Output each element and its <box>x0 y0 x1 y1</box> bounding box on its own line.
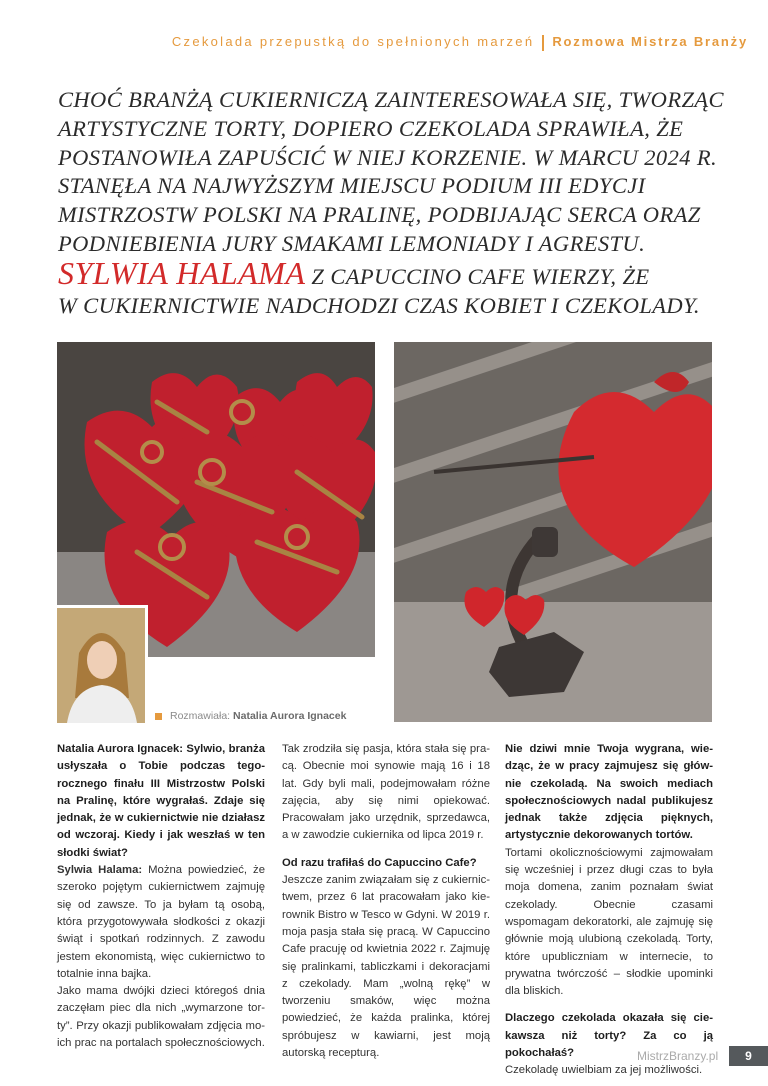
answer-paragraph: Czekoladę uwielbiam za jej możliwości. <box>505 1064 703 1077</box>
lead-line: MISTRZOSTW POLSKI NA PRALINĘ, PODBIJAJĄC SERCA ORAZ <box>58 202 701 228</box>
speaker-label: Natalia Aurora Ignacek: <box>57 743 184 755</box>
lead-line: CHOĆ BRANŻĄ CUKIERNICZĄ ZAINTERESOWAŁA SIĘ, TWORZĄC <box>58 87 724 112</box>
header-column-name: Rozmowa Mistrza Branży <box>552 34 748 49</box>
lead-line: STANĘŁA NA NAJWYŻSZYM MIEJSCU PODIUM III EDYCJI <box>58 173 646 199</box>
article-column-1 <box>57 741 265 1052</box>
lead-line <box>58 254 738 292</box>
heart-sculpture-illustration <box>394 342 712 722</box>
answer-text: Można powiedzieć, że szeroko pojętym cukiernictwem zajmuję się od zawsze. To ja byłam tą osobą, która przygotowywała słodkości z okazji świąt i spotkań rodzinnych. Z zawodu jestem ekonomistą, więc cukiernictwo to totalnie inna bajka. <box>57 864 265 980</box>
caption-bullet-icon <box>155 713 162 720</box>
running-header <box>172 34 748 51</box>
interviewee-name: SYLWIA HALAMA <box>58 254 306 291</box>
question-paragraph: Od razu trafiłaś do Capuccino Cafe? <box>282 856 477 869</box>
interviewer-caption <box>155 710 346 722</box>
lead-line: W CUKIERNICTWIE NADCHODZI CZAS KOBIET I CZEKOLADY. <box>58 292 700 318</box>
lead-line: ARTYSTYCZNE TORTY, DOPIERO CZEKOLADA SPRAWIŁA, ŻE <box>58 115 684 141</box>
page-number: 9 <box>729 1046 768 1066</box>
answer-paragraph: Tak zrodziła się pasja, która stała się pracą. Obecnie moi synowie mają 16 i 18 lat. Gdy byli mali, podejmowałam różne zajęcia, aby się nimi opiekować. Pracowałam jako urzędnik, sprzedawca, a w zawodzie cukiernika od lipca 2019 r. <box>282 743 490 842</box>
lead-line: PODNIEBIENIA JURY SMAKAMI LEMONIADY I AGRESTU. <box>58 230 646 256</box>
stand-top <box>532 527 558 557</box>
lead-line-rest: Z CAPUCCINO CAFE WIERZY, ŻE <box>305 263 650 289</box>
lead-line: POSTANOWIŁA ZAPUŚCIĆ W NIEJ KORZENIE. W MARCU 2024 R. <box>58 144 718 170</box>
header-divider <box>542 35 544 51</box>
question-text: Sylwio, branża usłyszała o Tobie podczas tegorocznego finału III Mistrzostw Polski na Pralinę, które wygrałaś. Zdaje się jednak, że w cukiernictwie nie działasz od wczoraj. Kiedy i jak weszłaś w ten słodki świat? <box>57 743 265 859</box>
portrait-illustration <box>57 608 145 723</box>
question-paragraph <box>57 741 265 862</box>
header-section-title: Czekolada przepustką do spełnionych marzeń <box>171 34 535 49</box>
caption-author: Natalia Aurora Ignacek <box>233 710 347 722</box>
question-paragraph: Dlaczego czekolada okazała się ciekawsza niż torty? Za co ją pokochałaś? <box>505 1012 713 1060</box>
lead-paragraph <box>58 86 738 320</box>
article-column-2 <box>282 741 490 1062</box>
answer-paragraph: Jeszcze zanim związałam się z cukiernictwem, przez 6 lat pracowałam jako kierownik Bistro w Tesco w Gdyni. W 2019 r. moja pasja stała się pracą. W Capuccino Cafe pracuję od kwietnia 2022 r. Zajmuję się pralinkami, tabliczkami i dekoracjami z czekolady. Mam „wolną rękę” w tworzeniu smaków, więc można powiedzieć, że każda pralinka, której spróbujesz w kawiarni, jest moją autorską recepturą. <box>282 874 490 1060</box>
answer-paragraph: Jako mama dwójki dzieci któregoś dnia zaczęłam piec dla nich „wymarzone torty”. Przy okazji publikowałam zdjęcia moich prac na portalach społecznościowych. <box>57 985 265 1050</box>
speaker-label: Sylwia Halama: <box>57 864 143 877</box>
face <box>87 641 117 679</box>
chocolate-heart-sculpture-photo <box>394 342 712 722</box>
caption-prefix: Rozmawiała: <box>170 710 234 722</box>
question-paragraph: Nie dziwi mnie Twoja wygrana, wiedząc, że w pracy zajmujesz się głównie czekoladą. Na swoich mediach społecznościowych nadal publikujesz jednak także zdjęcia pięknych, artystycznie dekorowanych tortów. <box>505 743 713 842</box>
footer-website: MistrzBranzy.pl <box>637 1049 719 1063</box>
article-column-3 <box>505 741 713 1080</box>
interviewer-portrait <box>57 605 148 723</box>
answer-paragraph: Tortami okolicznościowymi zajmowałam się wcześniej i przez długi czas to była moja domena, zanim poznałam świat czekolady. Obecnie czasami wspomagam dekoratorki, ale zajmuję się głównie moją ulubioną czekoladą. Torty, które upubliczniam w internecie, to prywatna twórczość – słodkie upominki dla bliskich. <box>505 846 713 998</box>
answer-paragraph <box>57 862 265 983</box>
